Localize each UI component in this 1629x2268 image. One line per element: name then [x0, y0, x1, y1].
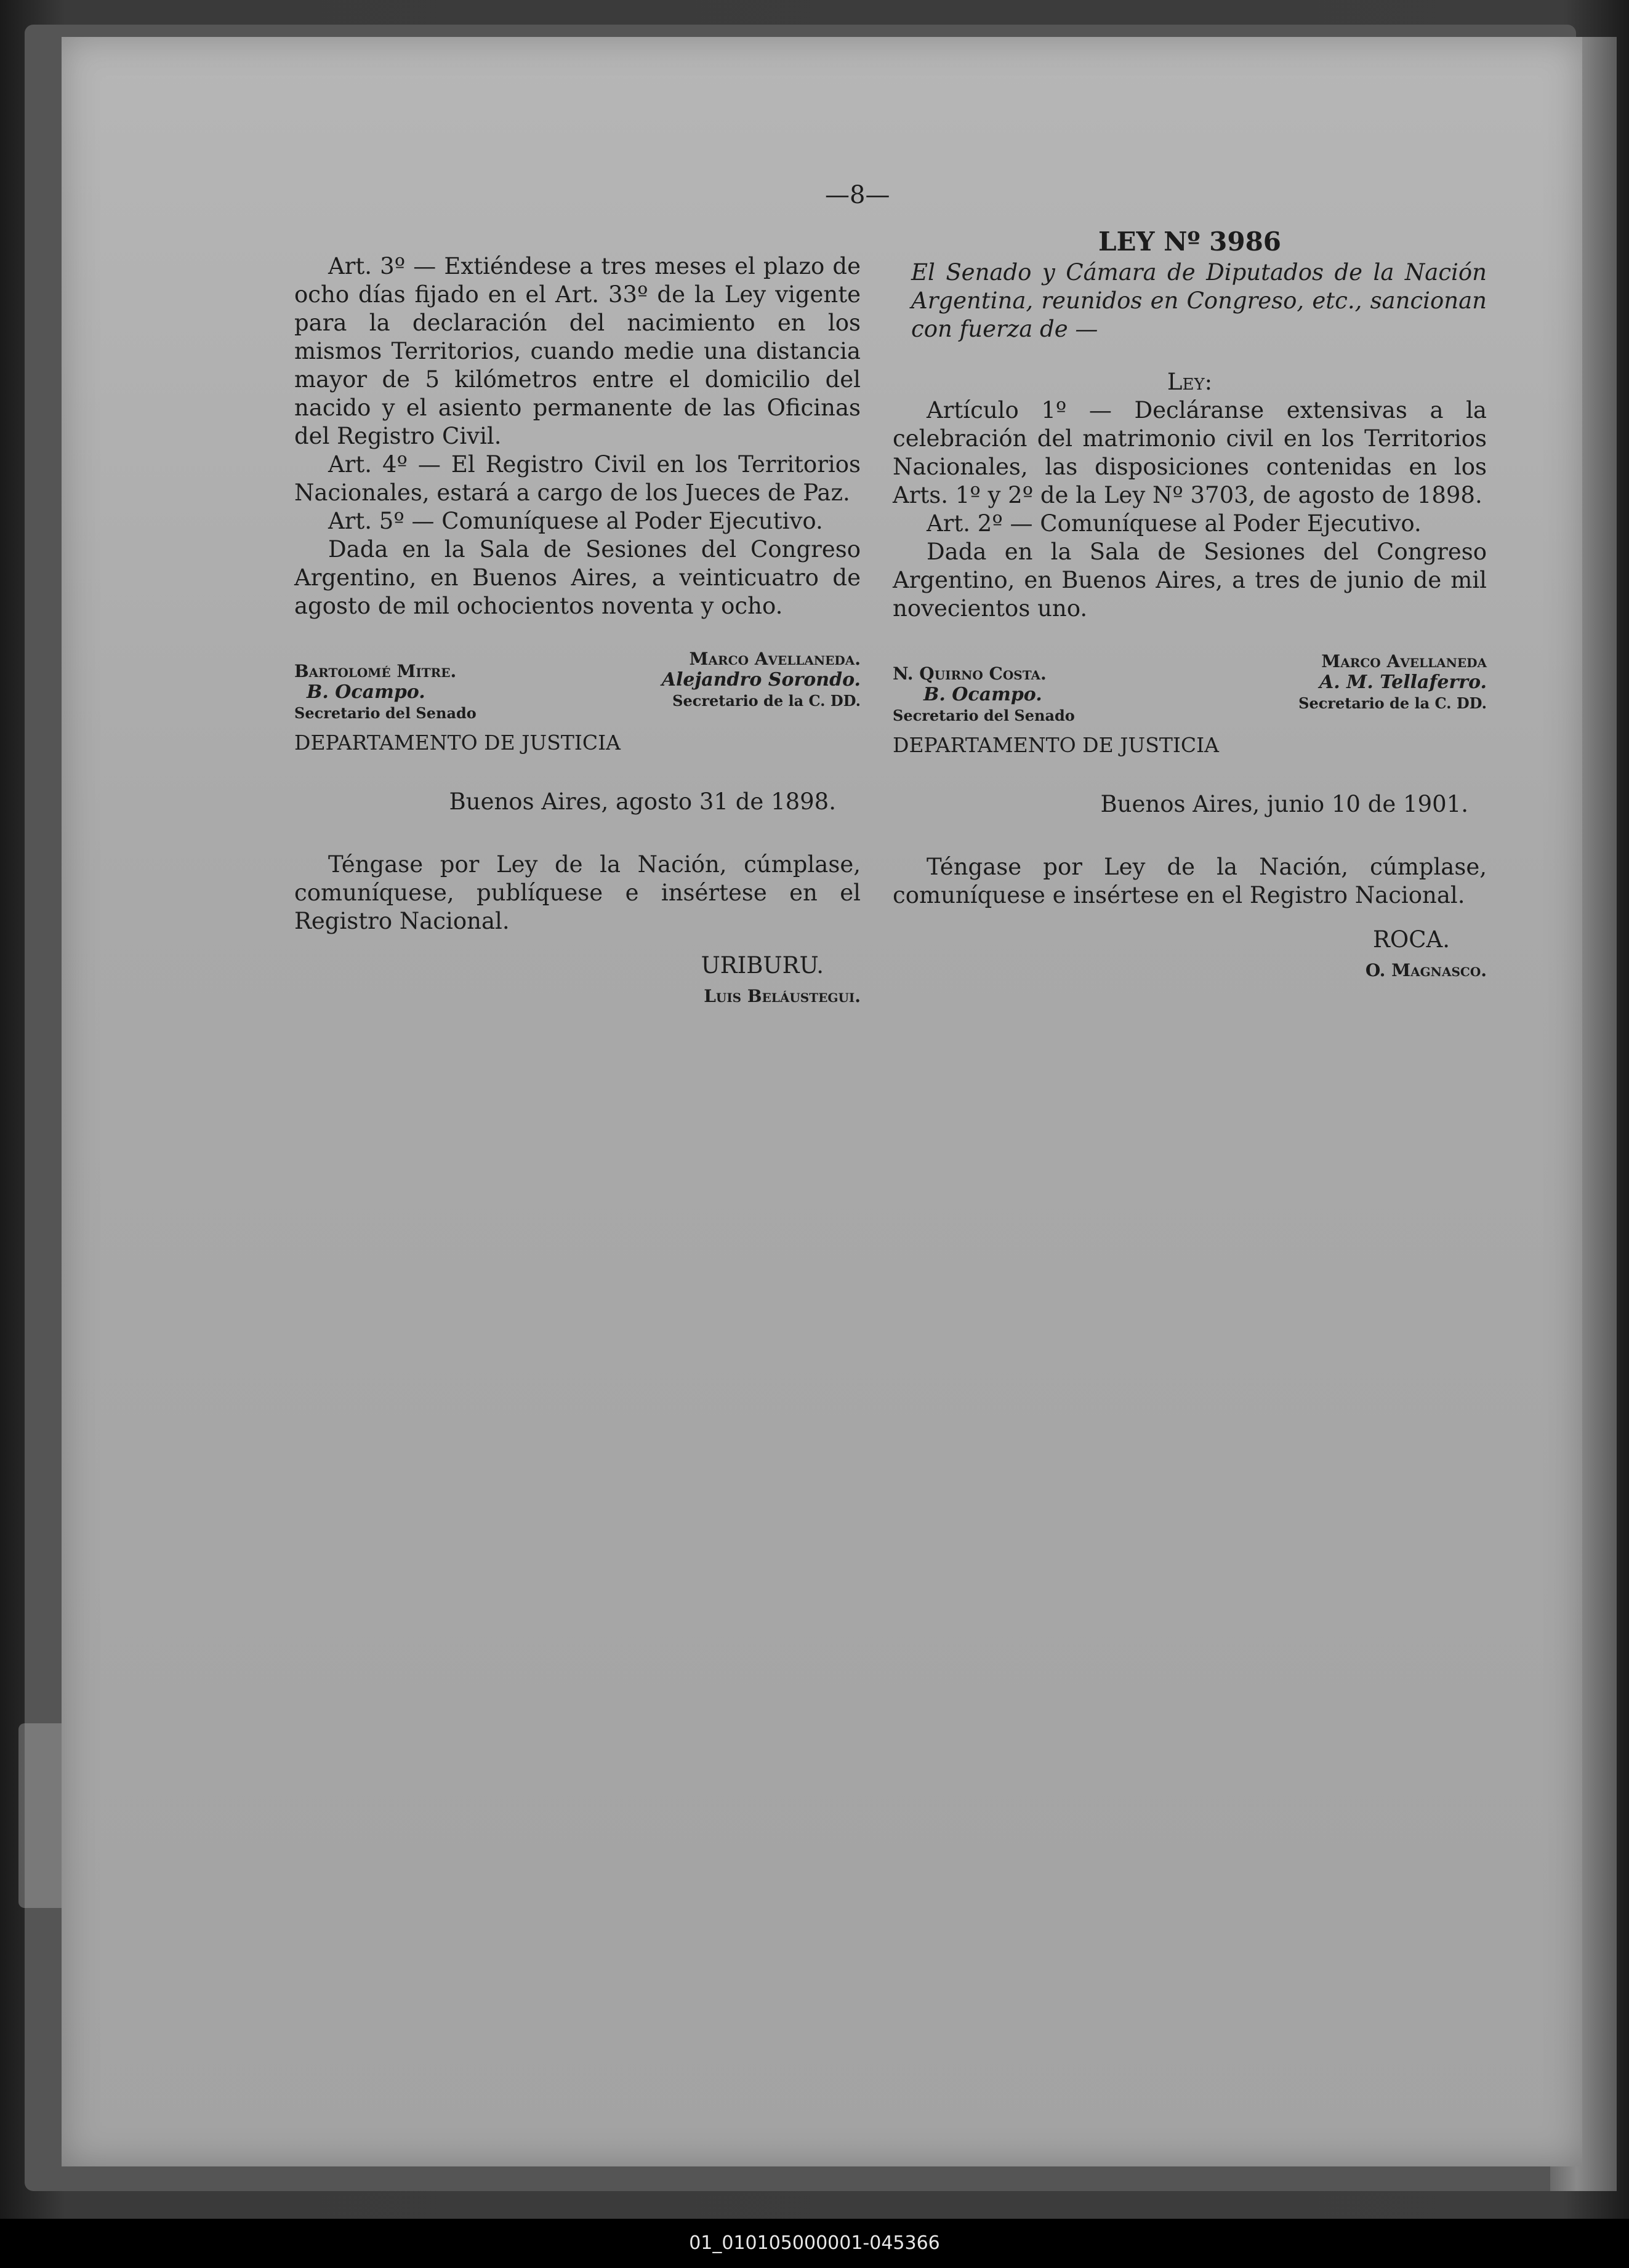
signature-block	[294, 649, 861, 723]
decree-date: Buenos Aires, junio 10 de 1901.	[1100, 791, 1468, 817]
left-column	[294, 252, 861, 1012]
chamber-secretary-role: Secretario de la C. DD.	[1298, 694, 1487, 712]
document-page	[62, 37, 1582, 2166]
dada-paragraph: Dada en la Sala de Sesiones del Congreso Argentino, en Buenos Aires, a tres de junio de mil novecientos uno.	[893, 539, 1487, 622]
art-5-paragraph: Art. 5º — Comuníquese al Poder Ejecutivo.	[328, 508, 823, 534]
senate-secretary-role: Secretario del Senado	[893, 707, 1075, 724]
art-2-paragraph: Art. 2º — Comuníquese al Poder Ejecutivo.	[927, 510, 1422, 537]
senate-signature	[294, 661, 477, 724]
senate-signature	[893, 663, 1075, 726]
articulo-1-paragraph: Artículo 1º — Decláranse extensivas a la celebración del matrimonio civil en los Territorios Nacionales, las disposiciones contenidas en los Arts. 1º y 2º de la Ley Nº 3703, de agosto de 1898.	[893, 397, 1487, 508]
page-number: —8—	[825, 181, 890, 209]
binding-tape	[18, 1723, 68, 1908]
signature-block	[893, 651, 1487, 725]
department-heading: DEPARTAMENTO DE JUSTICIA	[893, 733, 1220, 757]
law-preamble: El Senado y Cámara de Diputados de la Nación Argentina, reunidos en Congreso, etc., sancionan con fuerza de —	[911, 259, 1487, 342]
senate-secretary-name: B. Ocampo.	[307, 681, 425, 703]
senate-president-name: Bartolomé Mitre.	[294, 661, 457, 681]
chamber-signature	[1298, 651, 1487, 714]
minister-signature: O. Magnasco.	[1365, 960, 1487, 980]
chamber-secretary-name: A. M. Tellaferro.	[1319, 671, 1487, 693]
senate-president-name: N. Quirno Costa.	[893, 663, 1047, 684]
executive-signatures	[294, 950, 861, 1012]
chamber-secretary-role: Secretario de la C. DD.	[672, 692, 861, 710]
president-signature: URIBURU.	[701, 952, 824, 979]
chamber-secretary-name: Alejandro Sorondo.	[661, 669, 861, 691]
senate-secretary-name: B. Ocampo.	[923, 684, 1042, 705]
dada-paragraph: Dada en la Sala de Sesiones del Congreso Argentino, en Buenos Aires, a veinticuatro de agosto de mil ochocientos noventa y ocho.	[294, 536, 861, 619]
senate-secretary-role: Secretario del Senado	[294, 704, 477, 722]
minister-signature: Luis Beláustegui.	[704, 986, 861, 1006]
right-column	[893, 228, 1487, 986]
chamber-signature	[662, 649, 861, 711]
decree-text: Téngase por Ley de la Nación, cúmplase, comuníquese e insértese en el Registro Nacional.	[893, 854, 1487, 908]
scan-id-footer: 01_010105000001-045366	[0, 2219, 1629, 2268]
president-signature: ROCA.	[1373, 926, 1450, 953]
executive-signatures	[893, 924, 1487, 986]
art-3-paragraph: Art. 3º — Extiéndese a tres meses el plazo de ocho días fijado en el Art. 33º de la Ley vigente para la declaración del nacimiento en los mismos Territorios, cuando medie una distancia mayor de 5 kilómetros entre el domicilio del nacido y el asiento permanente de las Oficinas del Registro Civil.	[294, 253, 861, 449]
decree-text: Téngase por Ley de la Nación, cúmplase, comuníquese, publíquese e insértese en el Registro Nacional.	[294, 851, 861, 934]
decree-date: Buenos Aires, agosto 31 de 1898.	[449, 788, 836, 815]
art-4-paragraph: Art. 4º — El Registro Civil en los Territorios Nacionales, estará a cargo de los Jueces de Paz.	[294, 451, 861, 506]
law-title: LEY Nº 3986	[1098, 226, 1282, 257]
department-heading: DEPARTAMENTO DE JUSTICIA	[294, 731, 621, 755]
chamber-president-name: Marco Avellaneda.	[689, 649, 861, 669]
chamber-president-name: Marco Avellaneda	[1321, 651, 1487, 671]
ley-heading: Ley:	[1167, 369, 1213, 395]
